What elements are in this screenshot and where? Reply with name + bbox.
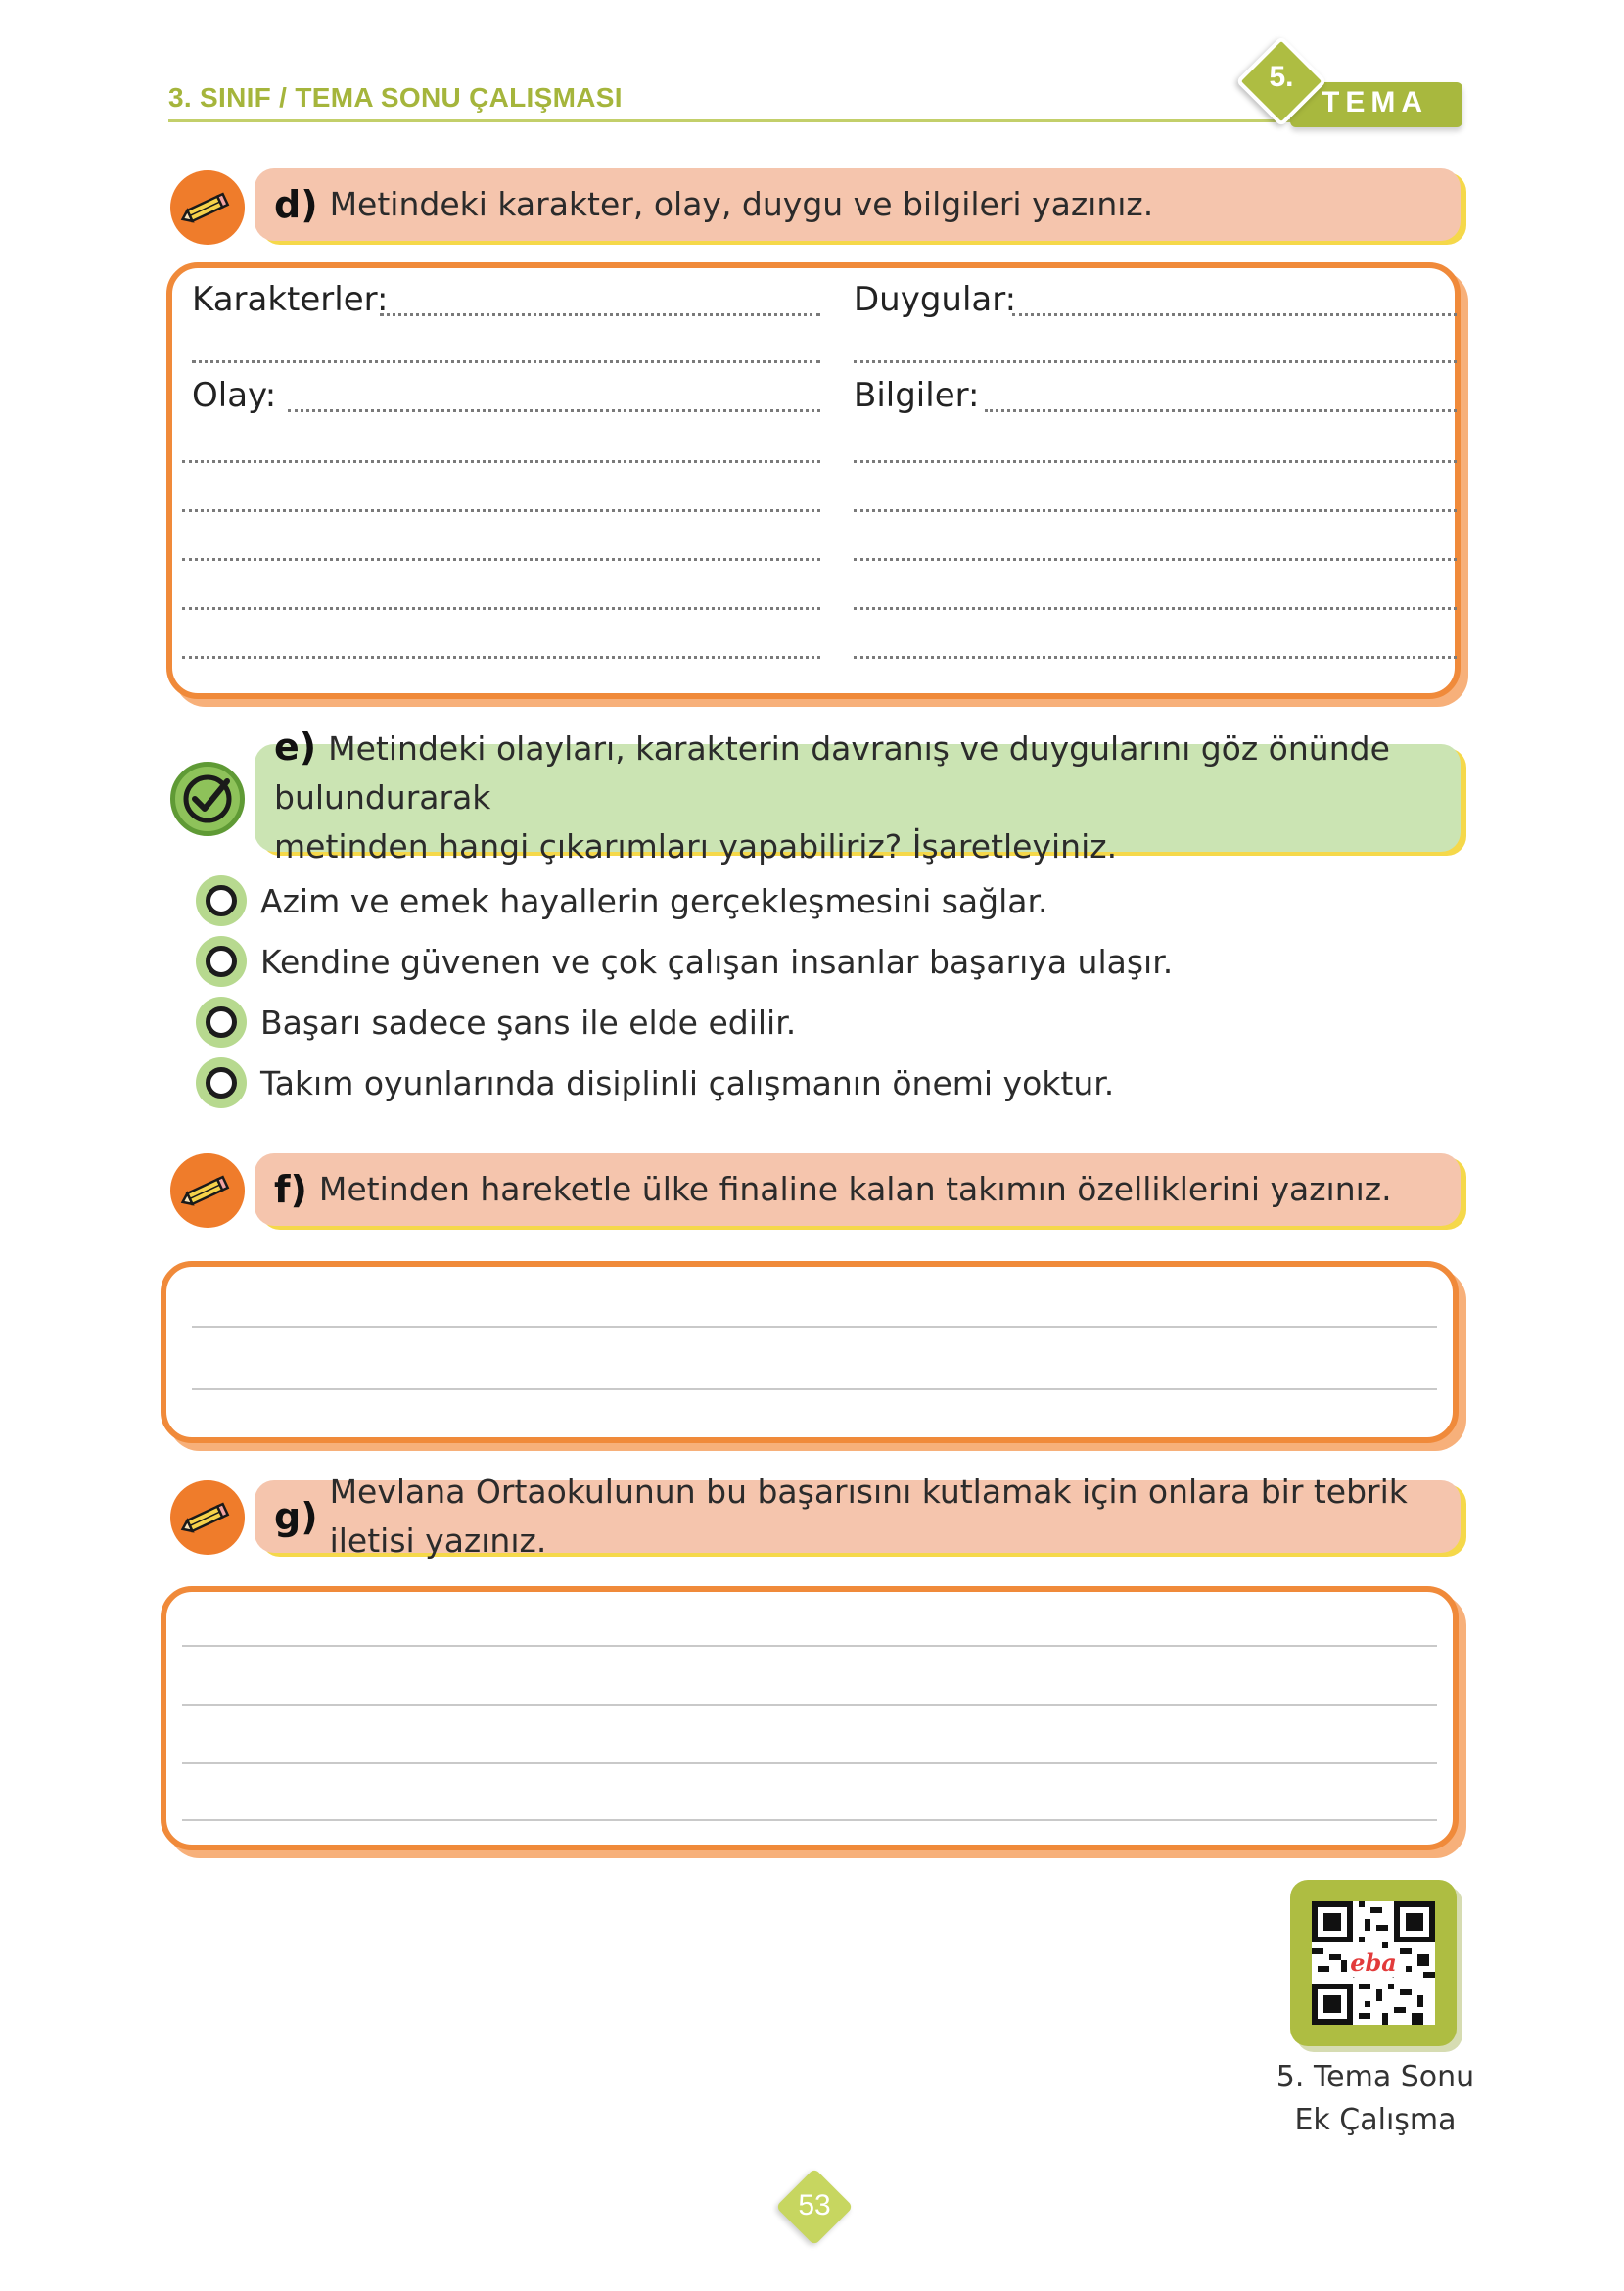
event-line-6[interactable] (182, 656, 820, 659)
question-e-letter: e) (274, 725, 317, 769)
question-d-answer-box (166, 262, 1461, 699)
question-f-letter: f) (274, 1168, 307, 1211)
page-number-badge (775, 2168, 854, 2246)
qr-caption-line1: 5. Tema Sonu (1276, 2060, 1475, 2094)
pencil-icon (170, 1480, 245, 1555)
question-e-banner (255, 725, 1461, 865)
answer-line-g-2[interactable] (182, 1704, 1437, 1706)
header-title: 3. SINIF / TEMA SONU ÇALIŞMASI (168, 82, 623, 113)
answer-line-g-3[interactable] (182, 1762, 1437, 1764)
option-4-text: Takım oyunlarında disiplinli çalışmanın önemi yoktur. (260, 1063, 1115, 1102)
pencil-icon (170, 170, 245, 245)
answer-line-g-4[interactable] (182, 1819, 1437, 1821)
event-line-2[interactable] (182, 460, 820, 463)
info-line[interactable] (985, 409, 1457, 412)
qr-caption (1263, 2056, 1488, 2142)
checkmark-icon (170, 762, 245, 836)
label-feelings: Duygular: (854, 280, 1017, 319)
info-line-3[interactable] (854, 509, 1457, 512)
qr-code-icon[interactable] (1312, 1901, 1435, 2025)
option-4-checkbox[interactable] (196, 1057, 247, 1108)
info-line-2[interactable] (854, 460, 1457, 463)
option-2-text: Kendine güvenen ve çok çalışan insanlar başarıya ulaşır. (260, 942, 1174, 981)
answer-line-g-1[interactable] (182, 1645, 1437, 1647)
theme-number-badge (1235, 35, 1327, 127)
question-f-answer-box (161, 1261, 1459, 1443)
question-e-line2: metinden hangi çıkarımları yapabiliriz? İşaretleyiniz. (274, 827, 1118, 865)
feelings-line[interactable] (1012, 313, 1457, 316)
option-2[interactable] (196, 936, 1173, 987)
option-1-text: Azim ve emek hayallerin gerçekleşmesini sağlar. (260, 881, 1048, 920)
question-d-text: Metindeki karakter, olay, duygu ve bilgileri yazınız. (329, 185, 1154, 223)
question-f-text: Metinden hareketle ülke finaline kalan takımın özelliklerini yazınız. (318, 1170, 1392, 1208)
event-line-5[interactable] (182, 607, 820, 610)
option-3-checkbox[interactable] (196, 997, 247, 1048)
label-characters: Karakterler: (192, 280, 389, 319)
pencil-icon (170, 1153, 245, 1228)
info-line-4[interactable] (854, 558, 1457, 561)
question-g-letter: g) (274, 1495, 318, 1538)
info-line-5[interactable] (854, 607, 1457, 610)
event-line-4[interactable] (182, 558, 820, 561)
option-3[interactable] (196, 997, 796, 1048)
theme-word: TEMA (1322, 86, 1428, 118)
label-event: Olay: (192, 376, 277, 415)
question-d-letter: d) (274, 183, 318, 226)
option-3-text: Başarı sadece şans ile elde edilir. (260, 1003, 797, 1042)
question-g-answer-box (161, 1586, 1459, 1850)
option-4[interactable] (196, 1057, 1114, 1108)
question-f-banner (255, 1153, 1461, 1226)
info-line-6[interactable] (854, 656, 1457, 659)
question-g-banner (255, 1473, 1461, 1560)
qr-caption-line2: Ek Çalışma (1294, 2103, 1457, 2137)
characters-line[interactable] (380, 313, 820, 316)
question-e-line1: Metindeki olayları, karakterin davranış ve duygularını göz önünde bulundurarak (274, 729, 1390, 817)
theme-number: 5. (1269, 61, 1294, 93)
option-1-checkbox[interactable] (196, 875, 247, 926)
qr-logo-text: eba (1350, 1947, 1397, 1977)
answer-line-f-1[interactable] (192, 1326, 1437, 1328)
page-number: 53 (798, 2189, 831, 2221)
characters-line-2[interactable] (192, 360, 820, 363)
event-line[interactable] (288, 409, 820, 412)
question-g-text: Mevlana Ortaokulunun bu başarısını kutlamak için onlara bir tebrik iletisi yazınız. (329, 1473, 1408, 1560)
option-2-checkbox[interactable] (196, 936, 247, 987)
answer-line-f-2[interactable] (192, 1388, 1437, 1390)
feelings-line-2[interactable] (854, 360, 1457, 363)
qr-card[interactable] (1290, 1880, 1457, 2046)
label-info: Bilgiler: (854, 376, 980, 415)
question-d-banner (255, 168, 1461, 241)
event-line-3[interactable] (182, 509, 820, 512)
option-1[interactable] (196, 875, 1048, 926)
